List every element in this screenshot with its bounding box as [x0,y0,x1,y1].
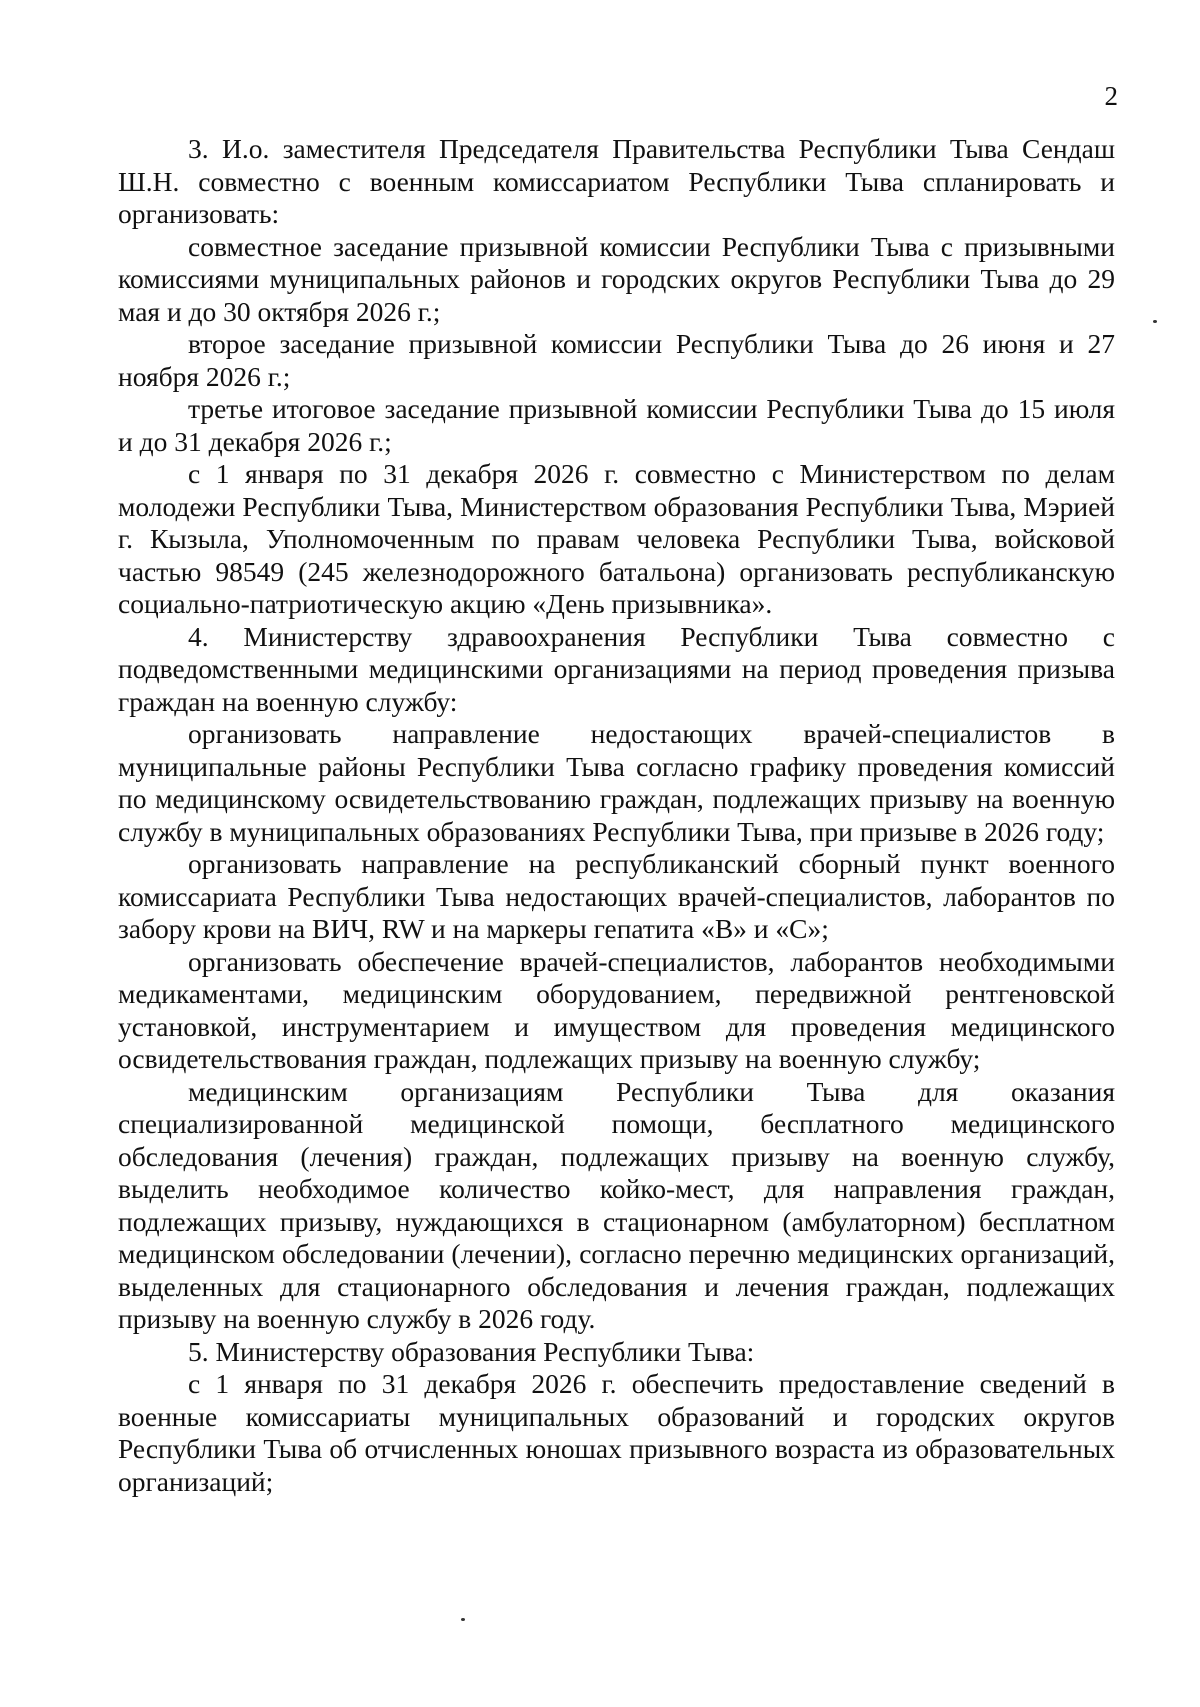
paragraph-doctors-districts: организовать направление недостающих врачей-специалистов в муниципальные районы Республики Тыва согласно графику проведения комиссий по медицинскому освидетельствованию граждан, подлежащих призыву на военную службу в муниципальных образованиях Республики Тыва, при призыве в 2026 году; [118,718,1115,847]
scan-speck [1153,320,1157,323]
paragraph-hospital-beds: медицинским организациям Республики Тыва для оказания специализированной медицинской помощи, бесплатного медицинского обследования (лечения) граждан, подлежащих призыву на военную службу, выделить необходимое количество койко-мест, для направления граждан, подлежащих призыву, нуждающихся в стационарном (амбулаторном) бесплатном медицинском обследовании (лечении), согласно перечню медицинских организаций, выделенных для стационарного обследования и лечения граждан, подлежащих призыву на военную службу в 2026 году. [118,1075,1115,1334]
paragraph-joint-session: совместное заседание призывной комиссии Республики Тыва с призывными комиссиями муниципальных районов и городских округов Республики Тыва до 29 мая и до 30 октября 2026 г.; [118,230,1115,327]
paragraph-item-4: 4. Министерству здравоохранения Республики Тыва совместно с подведомственными медицинскими организациями на период проведения призыва граждан на военную службу: [118,620,1115,717]
page-number: 2 [1104,81,1118,111]
document-body [118,133,1115,1498]
paragraph-conscript-day: с 1 января по 31 декабря 2026 г. совместно с Министерством по делам молодежи Республики Тыва, Министерством образования Республики Тыва, Мэрией г. Кызыла, Уполномоченным по правам человека Республики Тыва, войсковой частью 98549 (245 железнодорожного батальона) организовать республиканскую социально-патриотическую акцию «День призывника». [118,458,1115,619]
paragraph-second-session: второе заседание призывной комиссии Республики Тыва до 26 июня и 27 ноября 2026 г.; [118,328,1115,392]
paragraph-doctors-assembly-point: организовать направление на республиканский сборный пункт военного комиссариата Республики Тыва недостающих врачей-специалистов, лаборантов по забору крови на ВИЧ, RW и на маркеры гепатита «В» и «С»; [118,848,1115,944]
paragraph-item-3: 3. И.о. заместителя Председателя Правительства Республики Тыва Сендаш Ш.Н. совместно с военным комиссариатом Республики Тыва спланировать и организовать: [118,133,1115,229]
paragraph-expelled-students: с 1 января по 31 декабря 2026 г. обеспечить предоставление сведений в военные комиссариаты муниципальных образований и городских округов Республики Тыва об отчисленных юношах призывного возраста из образовательных организаций; [118,1368,1115,1497]
paragraph-item-5: 5. Министерству образования Республики Тыва: [188,1335,755,1367]
scan-speck [461,1618,465,1621]
paragraph-third-session: третье итоговое заседание призывной комиссии Республики Тыва до 15 июля и до 31 декабря 2026 г.; [118,393,1115,457]
paragraph-medical-supplies: организовать обеспечение врачей-специалистов, лаборантов необходимыми медикаментами, медицинским оборудованием, передвижной рентгеновской установкой, инструментарием и имуществом для проведения медицинского освидетельствования граждан, подлежащих призыву на военную службу; [118,945,1115,1074]
